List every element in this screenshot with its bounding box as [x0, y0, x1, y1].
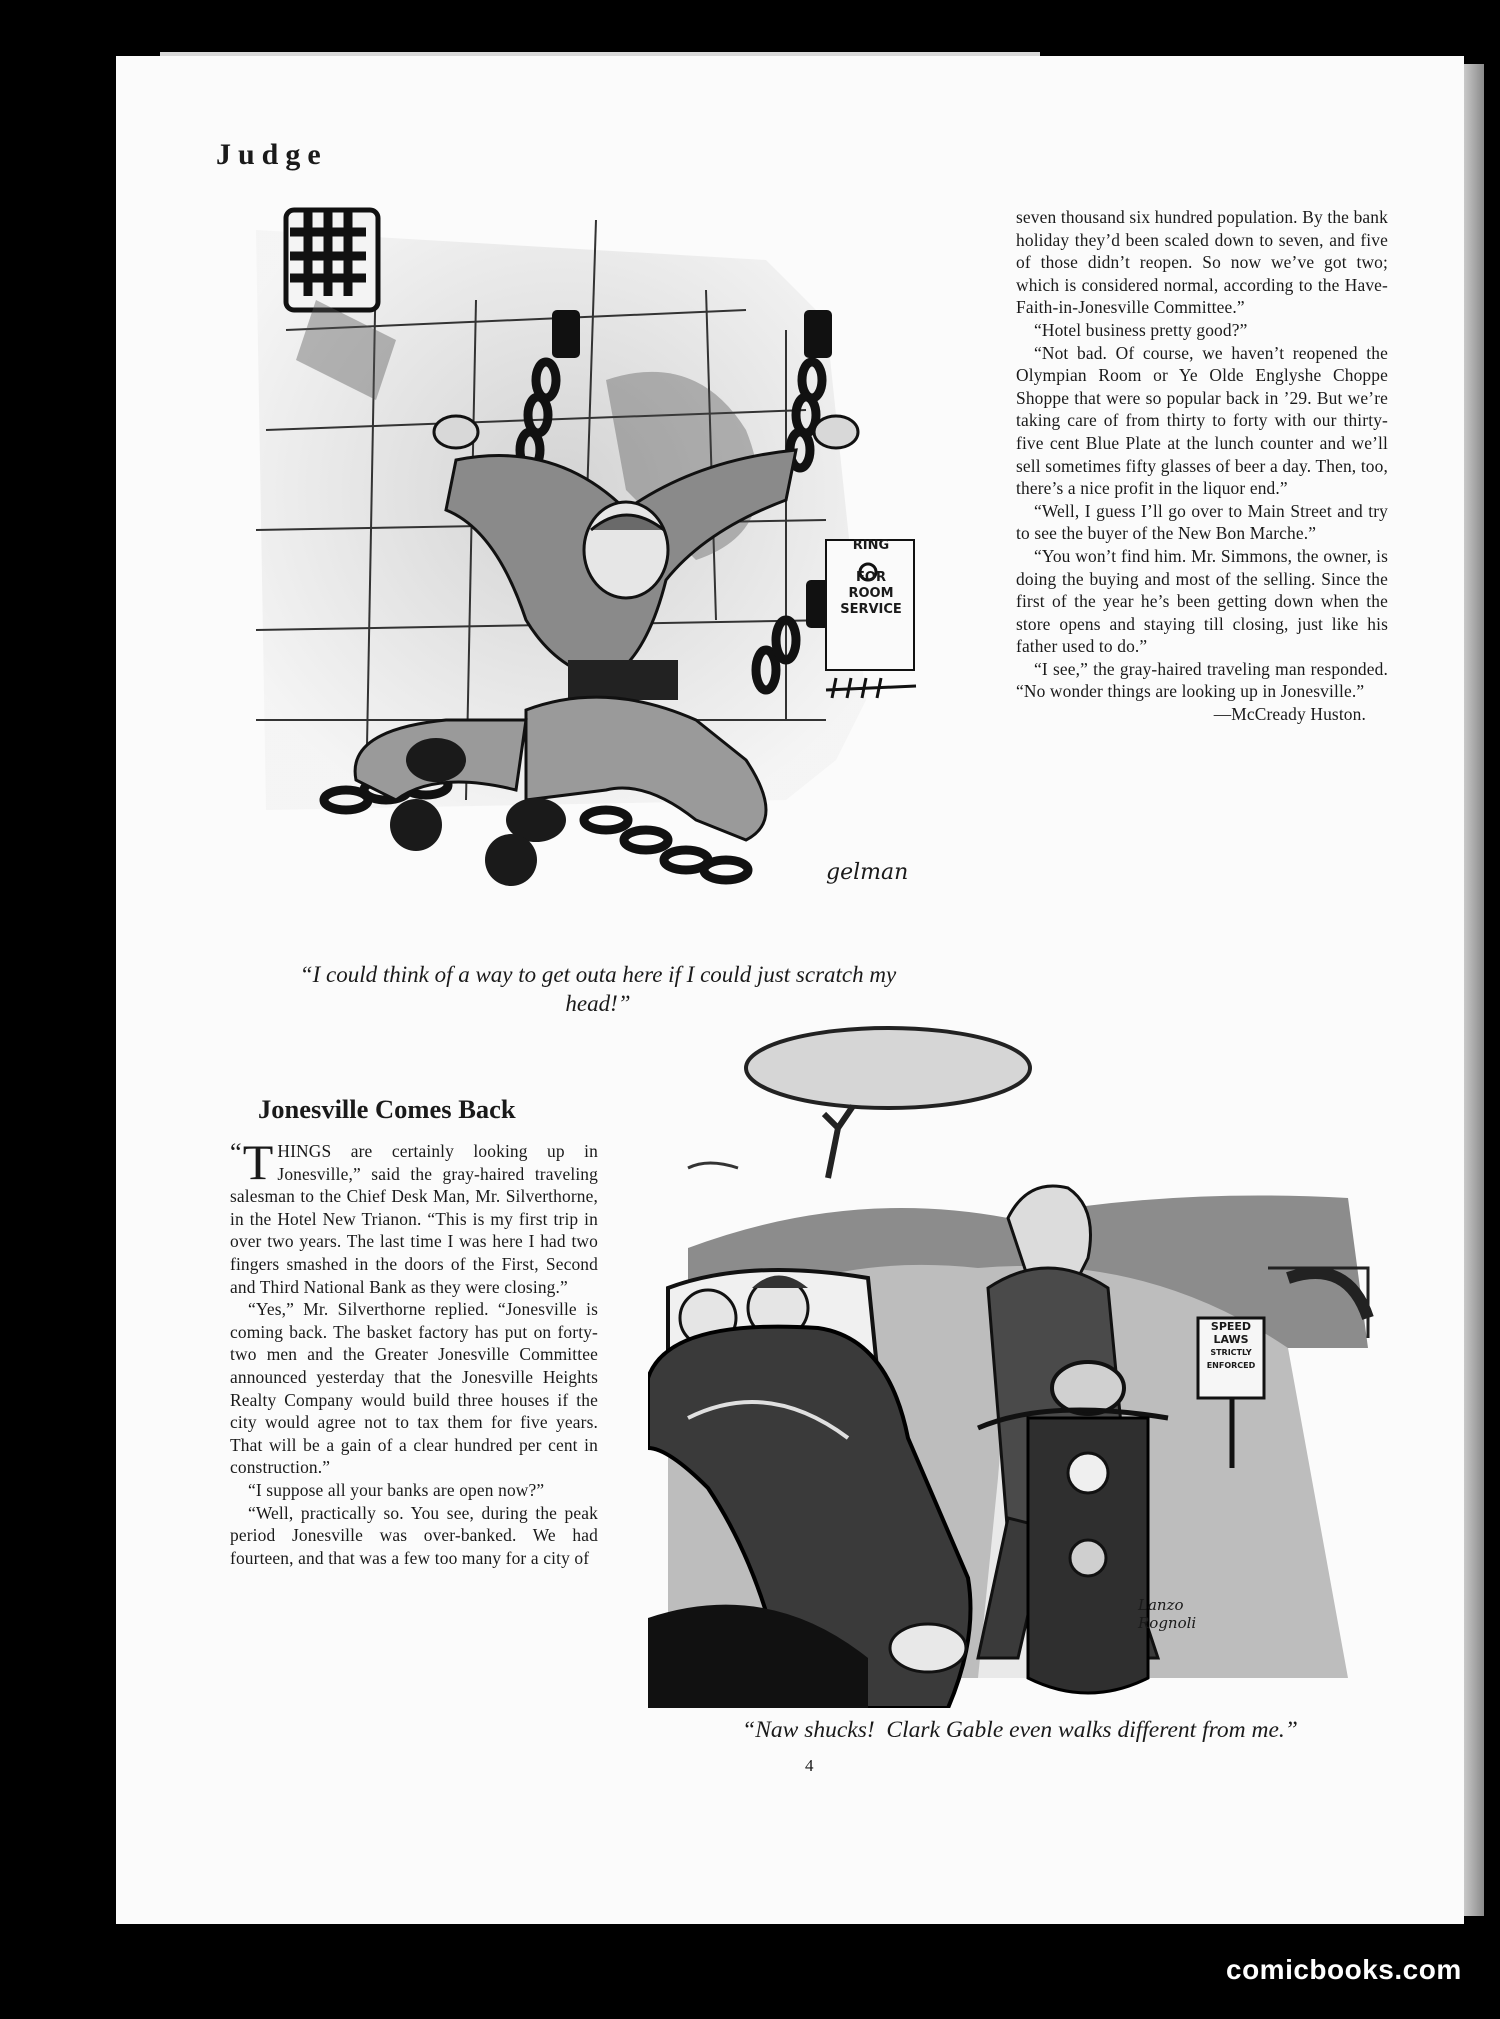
sign-line: SPEED: [1210, 1320, 1252, 1333]
paragraph: [230, 1134, 598, 1298]
article-column-right: [1016, 206, 1388, 726]
paragraph: “Well, practically so. You see, during the peak period Jonesville was over-banked. We had fourteen, and that was a few too many for a city of: [230, 1502, 598, 1568]
page-number: 4: [805, 1756, 814, 1775]
room-service-sign: [828, 538, 914, 618]
article-column-left: [230, 1134, 598, 1569]
paragraph-text: HINGS are certainly looking up in Jonesville,” said the gray-haired traveling salesman to the Chief Desk Man, Mr. Silverthorne, in the Hotel New Trianon. “This is my first trip in over two years. The last time I was here I had two fingers smashed in the doors of the First, Second and Third National Bank as they were closing.”: [230, 1141, 598, 1297]
paragraph: “I suppose all your banks are open now?”: [248, 1479, 545, 1500]
paragraph: “You won’t find him. Mr. Simmons, the owner, is doing the buying and most of the selling. Since the first of the year he’s been getting down when the store opens and staying till closing, just like his father used to do.”: [1016, 545, 1388, 657]
motorcycle-cartoon: [648, 1018, 1378, 1708]
paragraph: “Hotel business pretty good?”: [1034, 319, 1248, 340]
paragraph: “Well, I guess I’ll go over to Main Street and try to see the buyer of the New Bon Marche.”: [1016, 500, 1388, 544]
sign-line: LAWS: [1213, 1333, 1249, 1346]
artist-signature: Lanzo Rognoli: [1138, 1596, 1197, 1632]
artist-signature: gelman: [826, 860, 909, 885]
sign-line: RING: [852, 538, 890, 553]
byline: —McCready Huston.: [1213, 704, 1366, 725]
paragraph: seven thousand six hundred population. By the bank holiday they’d been scaled down to seven, and five of those didn’t reopen. So now we’ve got two; which is considered normal, according to the Have-Faith-in-Jonesville Committee.”: [1016, 207, 1388, 318]
sign-line: ENFORCED: [1206, 1361, 1256, 1370]
prisoner-caption: “I could think of a way to get outa here if I could just scratch my head!”: [299, 962, 897, 1016]
paragraph: “I see,” the gray-haired traveling man responded. “No wonder things are looking up in Jonesville.”: [1016, 658, 1388, 702]
prisoner-cartoon: [226, 200, 942, 944]
magazine-title: Judge: [216, 138, 328, 171]
sign-line: SERVICE: [840, 602, 902, 617]
sign-line: ROOM: [848, 586, 894, 601]
paragraph: “Yes,” Mr. Silverthorne replied. “Jonesville is coming back. The basket factory has put on forty-two men and the Greater Jonesville Committee announced yesterday that the Jonesville Heights Realty Company would build three houses if the city would agree not to tax them for five years. That will be a gain of a clear hundred per cent in construction.”: [230, 1299, 598, 1478]
paragraph: “Not bad. Of course, we haven’t reopened the Olympian Room or Ye Olde Englyshe Choppe Shoppe that were so popular back in ’29. But we’re taking care of from thirty to forty with our thirty-five cent Blue Plate at the lunch counter and we’ll sell sometimes fifty glasses of beer a day. Then, too, there’s a nice profit in the liquor end.”: [1016, 342, 1388, 499]
page-gutter: [1464, 64, 1484, 1916]
drop-cap: T: [242, 1134, 274, 1190]
watermark: comicbooks.com: [1226, 1954, 1462, 1985]
motorcycle-caption: “Naw shucks! Clark Gable even walks different from me.”: [742, 1717, 1298, 1743]
article-headline: Jonesville Comes Back: [258, 1094, 516, 1124]
sign-line: STRICTLY: [1210, 1348, 1252, 1357]
speed-laws-sign: [1198, 1320, 1264, 1372]
sign-line: FOR: [856, 570, 886, 585]
opening-quote: “: [230, 1138, 242, 1167]
